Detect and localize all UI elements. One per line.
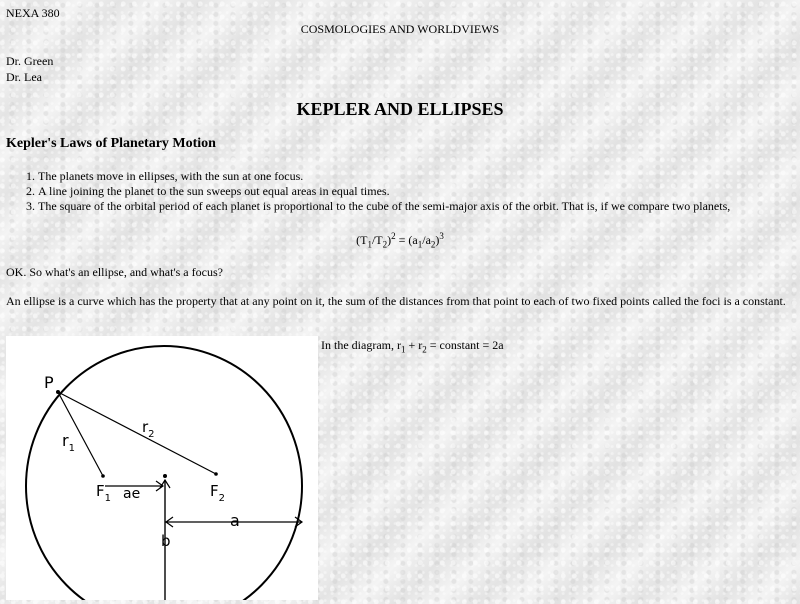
f2-label: $F_2$ <box>210 482 226 504</box>
list-item: 3. The square of the orbital period of each planet is proportional to the cube of the semi-major axis of the orbit. That is, if we compare two planets, <box>38 199 730 214</box>
f1-label: $F_1$ <box>96 482 112 504</box>
list-item: 1. The planets move in ellipses, with the sun at one focus. <box>38 169 730 184</box>
a-label: a <box>230 511 240 530</box>
ellipse-outline <box>26 346 302 600</box>
r2-label: $r_2$ <box>142 418 155 440</box>
list-item: 2. A line joining the planet to the sun sweeps out equal areas in equal times. <box>38 184 730 199</box>
r1-label: $r_1$ <box>62 431 75 454</box>
centre-marker <box>163 474 167 478</box>
diagram-caption: In the diagram, $r_1 + r_2$ = constant = 2a <box>321 338 504 355</box>
instructor-name: Dr. Green <box>6 54 54 68</box>
f1-marker <box>101 474 105 478</box>
course-code: NEXA 380 <box>6 6 60 20</box>
r2-line <box>58 392 216 474</box>
kepler-third-law-formula: $(T_1/T_2)^2 = (a_1/a_2)^3$ <box>356 231 444 250</box>
ae-label: ae <box>123 486 141 502</box>
point-p-label: P <box>44 373 54 392</box>
laws-list <box>24 169 730 214</box>
f2-marker <box>214 472 218 476</box>
ellipse-diagram-svg <box>6 336 318 600</box>
ellipse-diagram <box>6 336 318 600</box>
ellipse-definition: An ellipse is a curve which has the property that at any point on it, the sum of the distances from that point to each of two fixed points called the foci is a constant. <box>6 294 786 308</box>
ok-question: OK. So what's an ellipse, and what's a focus? <box>6 265 223 279</box>
page-title: KEPLER AND ELLIPSES <box>296 99 504 119</box>
instructors <box>6 53 53 85</box>
section-heading: Kepler's Laws of Planetary Motion <box>6 136 216 151</box>
header-title: COSMOLOGIES AND WORLDVIEWS <box>300 22 500 36</box>
b-label: b <box>161 532 171 550</box>
instructor-name: Dr. Lea <box>6 70 42 84</box>
